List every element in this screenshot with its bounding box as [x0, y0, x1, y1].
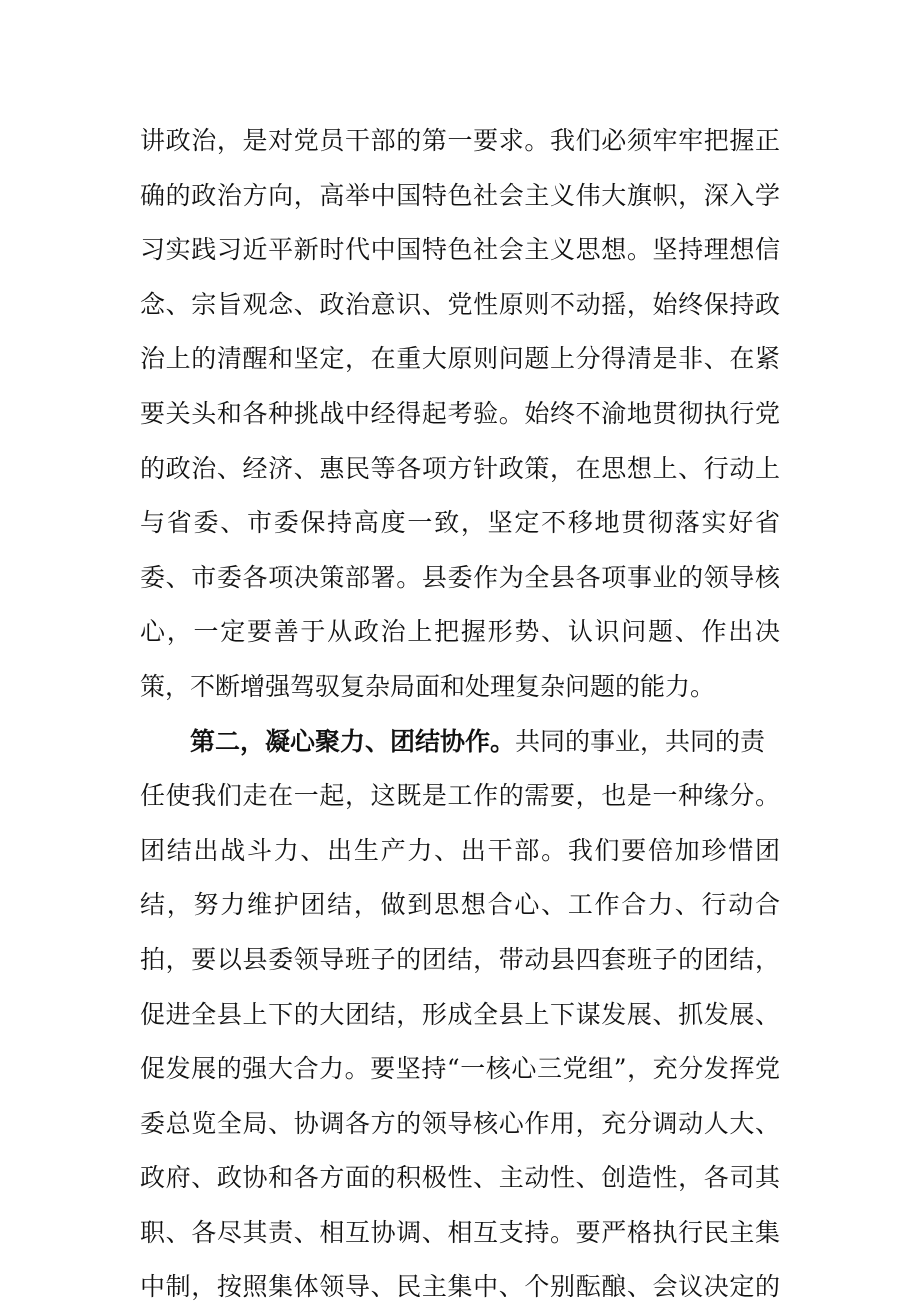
paragraph-1-line: 心，一定要善于从政治上把握形势、认识问题、作出决	[140, 617, 780, 647]
paragraph-2-line: 结，努力维护团结，做到思想合心、工作合力、行动合	[140, 890, 780, 920]
paragraph-1-line: 讲政治，是对党员干部的第一要求。我们必须牢牢把握正	[140, 126, 780, 155]
paragraph-2-first-line	[140, 715, 780, 770]
paragraph-2-line: 委总览全局、协调各方的领导核心作用，充分调动人大、	[140, 1108, 780, 1138]
paragraph-2-line: 促进全县上下的大团结，形成全县上下谋发展、抓发展、	[140, 999, 780, 1029]
paragraph-2-line: 职、各尽其责、相互协调、相互支持。要严格执行民主集	[140, 1217, 780, 1247]
paragraph-1-line: 委、市委各项决策部署。县委作为全县各项事业的领导核	[140, 562, 780, 592]
paragraph-2-line: 中制，按照集体领导、民主集中、个别酝酿、会议决定的	[140, 1272, 780, 1302]
paragraph-1-line: 确的政治方向，高举中国特色社会主义伟大旗帜，深入学	[140, 180, 780, 210]
document-body	[140, 114, 780, 1315]
paragraph-1-line: 念、宗旨观念、政治意识、党性原则不动摇，始终保持政	[140, 289, 780, 319]
paragraph-2-line: 团结出战斗力、出生产力、出干部。我们要倍加珍惜团	[140, 835, 780, 865]
paragraph-2-line: 促发展的强大合力。要坚持“一核心三党组”，充分发挥党	[140, 1054, 780, 1084]
paragraph-1-last-line: 策，不断增强驾驭复杂局面和处理复杂问题的能力。	[140, 671, 716, 701]
paragraph-2-line: 政府、政协和各方面的积极性、主动性、创造性，各司其	[140, 1163, 780, 1193]
paragraph-2-heading: 第二，凝心聚力、团结协作。	[190, 726, 516, 756]
paragraph-1-line: 的政治、经济、惠民等各项方针政策，在思想上、行动上	[140, 453, 780, 483]
paragraph-2-first-line-text: 共同的事业，共同的责	[515, 726, 766, 756]
paragraph-2-line: 拍，要以县委领导班子的团结，带动县四套班子的团结，	[140, 944, 780, 974]
paragraph-2-line: 任使我们走在一起，这既是工作的需要，也是一种缘分。	[140, 781, 780, 811]
paragraph-1-line: 治上的清醒和坚定，在重大原则问题上分得清是非、在紧	[140, 344, 780, 374]
paragraph-1-line: 要关头和各种挑战中经得起考验。始终不渝地贯彻执行党	[140, 398, 780, 428]
paragraph-1-line: 与省委、市委保持高度一致，坚定不移地贯彻落实好省	[140, 508, 780, 538]
paragraph-1-line: 习实践习近平新时代中国特色社会主义思想。坚持理想信	[140, 235, 780, 265]
